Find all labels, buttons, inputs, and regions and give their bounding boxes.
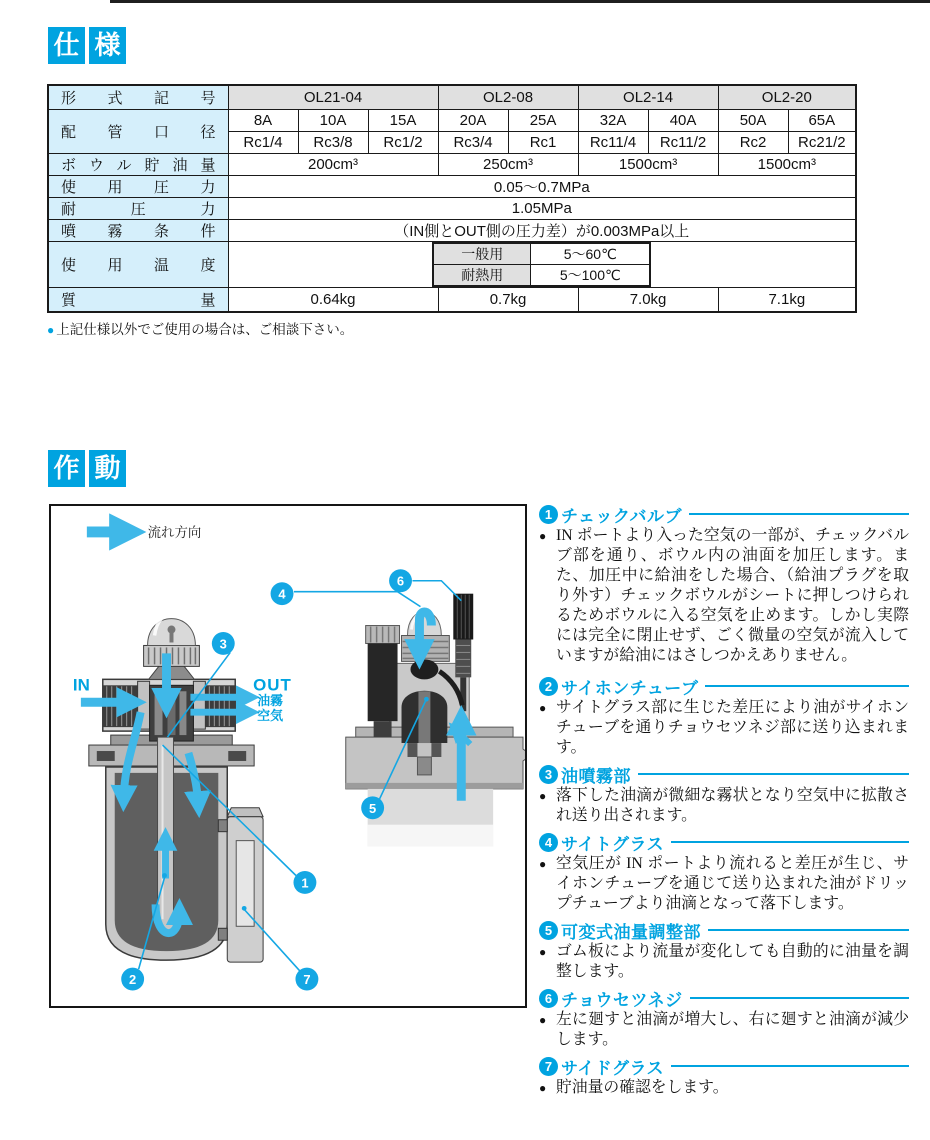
in-port-label: IN	[72, 675, 90, 695]
explanation-section-check-valve	[539, 502, 909, 666]
closeup-bowl-fade	[368, 825, 493, 851]
section-number-badge: 1	[539, 505, 558, 524]
svg-text:6: 6	[396, 573, 405, 589]
temperature-cell	[228, 241, 856, 287]
spec-badge-char-1: 仕	[48, 27, 85, 64]
siphon-tube	[158, 737, 174, 932]
proof-pressure-row-label: 耐圧力	[48, 197, 228, 219]
side-glass-cap	[227, 808, 263, 817]
pipe-thread: Rc11/2	[648, 131, 718, 153]
proof-pressure-value: 1.05MPa	[228, 197, 856, 219]
section-title: サイドグラス	[561, 1058, 664, 1078]
dome-detail	[170, 630, 174, 643]
pipe-size: 65A	[788, 109, 856, 131]
section-number-badge: 2	[539, 677, 558, 696]
clamp-detail	[228, 751, 246, 761]
chamber-stub	[417, 757, 431, 775]
section-title: サイトグラス	[561, 834, 664, 854]
callout-5-dot	[424, 697, 429, 702]
section-body-text: 空気圧が IN ポートより流れると差圧が生じ、サイホンチューブを通じて送り込まれた油がドリップチューブより油滴となって落下します。	[556, 855, 909, 912]
heading-rule	[690, 997, 909, 1000]
spec-row-pipe-size	[48, 109, 856, 131]
heading-rule	[708, 929, 909, 932]
section-heading	[539, 918, 909, 942]
oil-mist-label: 油霧	[257, 693, 284, 709]
bowl-capacity: 200cm³	[228, 153, 438, 175]
check-ball	[410, 659, 438, 679]
section-title: 可変式油量調整部	[561, 922, 701, 942]
model-value: OL2-20	[718, 85, 856, 109]
pipe-thread: Rc1/2	[368, 131, 438, 153]
temp-general-row	[433, 243, 650, 265]
callout-3	[212, 632, 235, 655]
operation-section-badge	[48, 450, 126, 487]
temperature-inner-table	[432, 242, 651, 287]
section-body	[539, 786, 909, 826]
pipe-thread: Rc1/4	[228, 131, 298, 153]
section-body-text: IN ポートより入った空気の一部が、チェックバルブ部を通り、ボウル内の油面を加圧します。また、加圧中に給油をした場合、（給油プラグを取り外す）チェックボウルがシートに押しつけられるためボウルに入る空気を止めます。しかし実際には完全に閉止せず、ごく微量の空気が流入していますが給油にはさしつかえありません。	[556, 527, 909, 664]
cropped-table-bottom-rule	[110, 0, 930, 3]
callout-2-dot	[162, 873, 167, 878]
adjust-screw-knob	[453, 594, 473, 640]
operation-badge-char-1: 作	[48, 450, 85, 487]
temp-range: 5～100℃	[531, 264, 651, 286]
mass-row-label: 質量	[48, 287, 228, 312]
temp-use-label: 一般用	[433, 243, 531, 265]
svg-text:7: 7	[303, 972, 311, 988]
oil-plug-waist	[374, 721, 392, 737]
pipe-size: 8A	[228, 109, 298, 131]
operation-diagram-panel	[49, 504, 527, 1008]
svg-text:1: 1	[301, 875, 309, 891]
section-number-badge: 5	[539, 921, 558, 940]
side-glass-screw	[218, 820, 227, 832]
section-heading	[539, 830, 909, 854]
pipe-size: 40A	[648, 109, 718, 131]
spec-section-badge	[48, 27, 126, 64]
note-bullet-icon: ●	[47, 323, 55, 337]
out-port-label: OUT	[253, 675, 292, 695]
temperature-row-label: 使用温度	[48, 241, 228, 287]
operation-badge-char-2: 動	[89, 450, 126, 487]
pipe-thread: Rc11/4	[578, 131, 648, 153]
pipe-size: 10A	[298, 109, 368, 131]
spec-table	[47, 84, 857, 313]
explanation-section-siphon-tube	[539, 674, 909, 758]
bullet-icon: ●	[539, 857, 547, 871]
section-number-badge: 4	[539, 833, 558, 852]
bullet-icon: ●	[539, 789, 547, 803]
section-heading	[539, 674, 909, 698]
bowl-capacity: 250cm³	[438, 153, 578, 175]
section-number-badge: 3	[539, 765, 558, 784]
section-number-badge: 7	[539, 1057, 558, 1076]
pipe-size: 32A	[578, 109, 648, 131]
temp-range: 5～60℃	[531, 243, 651, 265]
pipe-thread: Rc3/4	[438, 131, 508, 153]
heading-rule	[638, 773, 909, 776]
callout-7	[295, 968, 318, 991]
spec-note	[47, 318, 353, 338]
mass-value: 0.7kg	[438, 287, 578, 312]
pipe-row-label: 配管口径	[48, 109, 228, 153]
model-row-label: 形式記号	[48, 85, 228, 109]
clamp-detail	[97, 751, 115, 761]
pipe-size: 15A	[368, 109, 438, 131]
flow-legend-label: 流れ方向	[147, 524, 202, 540]
pipe-thread: Rc21/2	[788, 131, 856, 153]
section-heading	[539, 1054, 909, 1078]
heading-rule	[671, 1065, 909, 1068]
bowl-row-label: ボウル貯油量	[48, 153, 228, 175]
temp-use-label: 耐熱用	[433, 264, 531, 286]
section-body	[539, 526, 909, 666]
temp-heat-row	[433, 264, 650, 286]
neck-funnel	[149, 665, 195, 679]
closeup-flange-band	[346, 783, 523, 789]
spray-condition-value: （IN側とOUT側の圧力差）が0.003MPa以上	[228, 219, 856, 241]
bullet-icon: ●	[539, 701, 547, 715]
explanation-section-sight-glass	[539, 830, 909, 914]
section-heading	[539, 762, 909, 786]
explanation-section-adjust-screw	[539, 986, 909, 1050]
section-body	[539, 1078, 909, 1098]
spec-note-text: 上記仕様以外でご使用の場合は、ご相談下さい。	[56, 322, 354, 337]
side-glass-window	[236, 841, 254, 927]
explanation-section-side-glass	[539, 1054, 909, 1098]
air-label: 空気	[257, 708, 284, 724]
section-title: サイホンチューブ	[561, 678, 699, 698]
chamber-foot	[431, 743, 441, 757]
model-value: OL2-08	[438, 85, 578, 109]
section-body-text: 落下した油滴が微細な霧状となり空気中に拡散され送り出されます。	[556, 787, 909, 824]
spec-row-bowl	[48, 153, 856, 175]
explanation-section-oil-spray	[539, 762, 909, 826]
mass-value: 7.0kg	[578, 287, 718, 312]
section-number-badge: 6	[539, 989, 558, 1008]
svg-text:3: 3	[219, 636, 227, 652]
dome-collar	[402, 636, 450, 662]
explanation-section-oil-adjuster	[539, 918, 909, 982]
callout-5	[361, 796, 384, 819]
spec-badge-char-2: 様	[89, 27, 126, 64]
spec-row-temperature	[48, 241, 856, 287]
model-value: OL2-14	[578, 85, 718, 109]
section-body	[539, 698, 909, 758]
side-glass-screw	[218, 928, 227, 940]
spec-row-pressure	[48, 175, 856, 197]
heading-rule	[705, 685, 909, 688]
mass-value: 7.1kg	[718, 287, 856, 312]
spec-row-proof-pressure	[48, 197, 856, 219]
spec-row-spray-condition	[48, 219, 856, 241]
valve-slot	[155, 691, 163, 735]
callout-1	[293, 871, 316, 894]
heading-rule	[671, 841, 909, 844]
spray-row-label: 噴霧条件	[48, 219, 228, 241]
pipe-size: 25A	[508, 109, 578, 131]
section-body	[539, 1010, 909, 1050]
section-title: チョウセツネジ	[561, 990, 683, 1010]
pipe-size: 50A	[718, 109, 788, 131]
lubricator-cross-section-illustration	[89, 613, 263, 963]
chamber-foot	[407, 743, 417, 757]
section-title: 油噴霧部	[561, 766, 631, 786]
bowl-capacity: 1500cm³	[578, 153, 718, 175]
flow-direction-legend	[87, 524, 202, 540]
section-body-text: ゴム板により流量が変化しても自動的に油量を調整します。	[556, 943, 909, 980]
section-body	[539, 942, 909, 982]
callout-4	[271, 582, 294, 605]
pipe-thread: Rc3/8	[298, 131, 368, 153]
callout-7-dot	[242, 906, 247, 911]
svg-text:2: 2	[129, 972, 137, 988]
section-body-text: 貯油量の確認をします。	[556, 1079, 729, 1096]
bullet-icon: ●	[539, 945, 547, 959]
pipe-thread: Rc1	[508, 131, 578, 153]
pipe-size: 20A	[438, 109, 508, 131]
section-body-text: サイトグラス部に生じた差圧により油がサイホンチューブを通りチョウセツネジ部に送り込まれます。	[556, 699, 909, 756]
section-heading	[539, 986, 909, 1010]
callout-4-leader	[294, 592, 420, 607]
spec-row-mass	[48, 287, 856, 312]
pipe-thread: Rc2	[718, 131, 788, 153]
svg-text:5: 5	[369, 800, 377, 816]
operation-explanations	[539, 502, 909, 1102]
callout-6	[389, 569, 412, 592]
svg-text:4: 4	[278, 586, 286, 602]
oil-plug-body	[368, 643, 398, 721]
bullet-icon: ●	[539, 1013, 547, 1027]
spec-row-model	[48, 85, 856, 109]
pressure-value: 0.05～0.7MPa	[228, 175, 856, 197]
bowl-capacity: 1500cm³	[718, 153, 856, 175]
operation-diagram	[51, 506, 525, 1006]
mass-value: 0.64kg	[228, 287, 438, 312]
section-heading	[539, 502, 909, 526]
pressure-row-label: 使用圧力	[48, 175, 228, 197]
model-value: OL21-04	[228, 85, 438, 109]
section-body	[539, 854, 909, 914]
bullet-icon: ●	[539, 529, 547, 543]
section-title: チェックバルブ	[561, 506, 682, 526]
bullet-icon: ●	[539, 1081, 547, 1095]
heading-rule	[689, 513, 909, 516]
section-body-text: 左に廻すと油滴が増大し、右に廻すと油滴が減少します。	[556, 1011, 909, 1048]
callout-2	[121, 968, 144, 991]
